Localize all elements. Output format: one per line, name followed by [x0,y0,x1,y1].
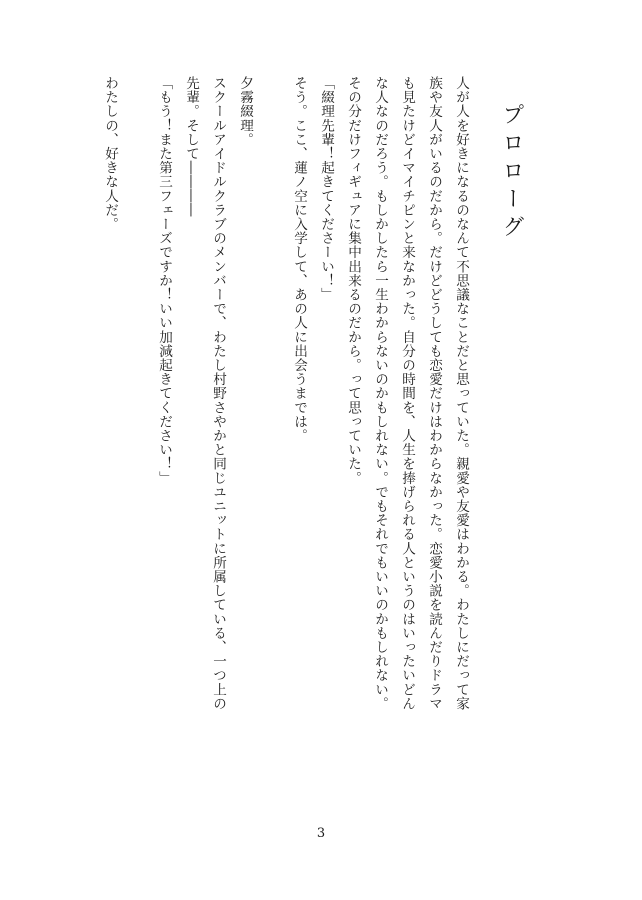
body-text [96,76,474,796]
chapter-title: プロローグ [499,103,524,243]
dialogue-line: 「綴理先輩！起きてくださーい！」 [318,76,334,302]
blank-line [123,76,150,796]
blank-line [258,76,285,796]
text-line: な人なのだろう。もしかしたら一生わからないのかもしれない。でもそれでもいいのかもしれない。 [372,76,388,711]
text-line: その分だけフィギュアに集中出来るのだから。って思っていた。 [345,76,361,485]
page-number: 3 [316,826,326,841]
text-line: そう。ここ、蓮ノ空に入学して、あの人に出会うまでは。 [291,76,307,443]
text-line: 夕霧綴理。 [237,76,253,147]
text-line: スクールアイドルクラブのメンバーで、わたし村野さやかと同じユニットに所属している、一つ上の [210,76,226,711]
text-line: も見たけどイマイチピンと来なかった。自分の時間を、人生を捧げられる人というのはいったいどん [399,76,415,711]
text-line: 人が人を好きになるのなんて不思議なことだと思っていた。親愛や友愛はわかる。わたしにだって家 [453,76,469,711]
dialogue-line: 「もう！また第三フェーズですか！いい加減起きてください！」 [156,76,172,485]
text-line: 先輩。そして―――― [183,76,199,217]
text-line: 族や友人がいるのだから。だけどどうしても恋愛だけはわからなかった。恋愛小説を読んだりドラマ [426,76,442,711]
text-line: わたしの、好きな人だ。 [102,76,118,232]
